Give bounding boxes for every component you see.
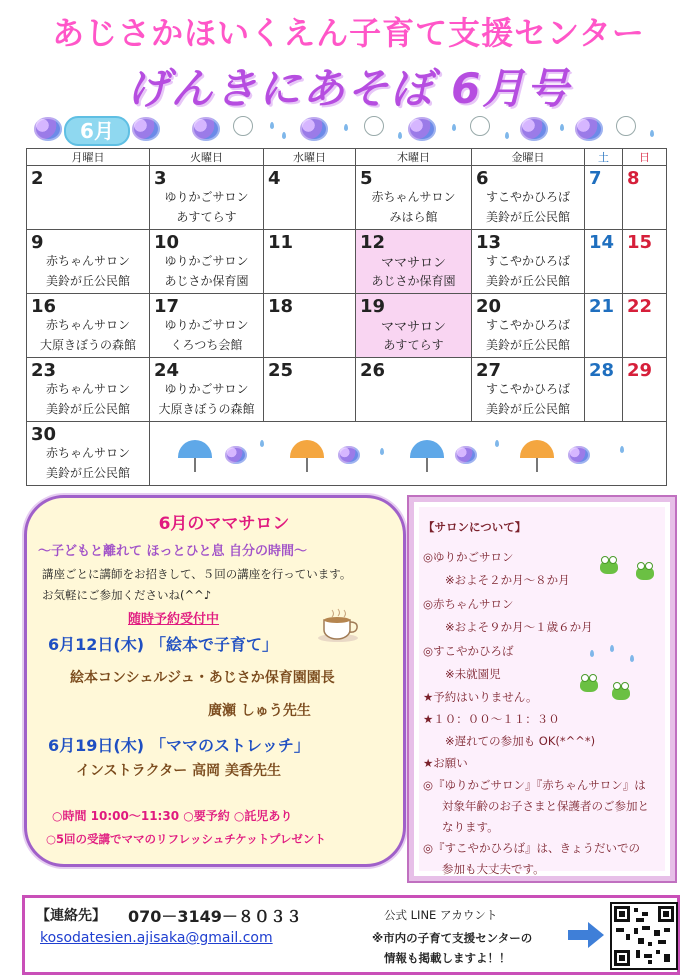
event-name: すこやかひろば	[485, 382, 570, 396]
event-name: ママサロン	[380, 256, 446, 271]
calendar-week-row	[27, 166, 667, 230]
calendar-day-cell	[150, 166, 264, 230]
event-name: ゆりかごサロン	[164, 254, 249, 268]
calendar-day-cell	[472, 230, 585, 294]
day-number: 13	[476, 232, 502, 253]
event-location: くろつち会館	[170, 338, 243, 352]
calendar-week-row	[27, 230, 667, 294]
calendar-day-cell	[623, 294, 667, 358]
raindrop-icon	[344, 124, 348, 131]
day-number: 12	[360, 232, 386, 253]
calendar-day-cell	[264, 166, 356, 230]
day-number: 22	[627, 296, 653, 317]
salon-info-line: ★お願い	[423, 756, 468, 770]
calendar-day-cell	[264, 294, 356, 358]
raindrop-icon	[650, 130, 654, 137]
day-number: 4	[268, 168, 281, 189]
frog-icon	[612, 686, 630, 700]
event-name: すこやかひろば	[485, 190, 570, 204]
raindrop-icon	[505, 132, 509, 139]
event-location: 美鈴が丘公民館	[45, 466, 130, 480]
header-thursday: 木曜日	[356, 149, 472, 166]
raindrop-icon	[260, 440, 264, 447]
event-name: 赤ちゃんサロン	[45, 254, 130, 268]
hydrangea-icon	[338, 446, 360, 464]
calendar-day-cell	[264, 230, 356, 294]
teru-teru-bozu-icon	[470, 116, 490, 136]
header-friday: 金曜日	[472, 149, 585, 166]
calendar-day-cell	[472, 294, 585, 358]
salon-info-line: ※遅れての参加も OK(*^^*)	[445, 734, 596, 748]
calendar-day-cell	[585, 358, 623, 422]
raindrop-icon	[495, 440, 499, 447]
day-number: 8	[627, 168, 640, 189]
raindrop-icon	[270, 122, 274, 129]
calendar-day-cell	[27, 358, 150, 422]
hydrangea-icon	[225, 446, 247, 464]
mama-salon-description: 講座ごとに講師をお招きして、５回の講座を行っています。	[42, 567, 352, 581]
calendar-week-row	[27, 294, 667, 358]
calendar-day-cell	[472, 358, 585, 422]
salon-info-line: ※未就園児	[445, 667, 501, 681]
calendar-week-row	[27, 358, 667, 422]
raindrop-icon	[452, 124, 456, 131]
event-location: あじさか保育園	[164, 274, 249, 288]
raindrop-icon	[560, 124, 564, 131]
teru-teru-bozu-icon	[364, 116, 384, 136]
month-tag: 6月	[64, 116, 130, 146]
salon-info-line: ★１０：００～１１：３０	[423, 712, 560, 726]
salon-info-line: 対象年齢のお子さまと保護者のご参加と	[442, 799, 649, 813]
hydrangea-icon	[520, 117, 548, 141]
event-name: 赤ちゃんサロン	[45, 446, 130, 460]
phone-number: 070－3149－８０３３	[128, 907, 302, 926]
event-name: ゆりかごサロン	[164, 190, 249, 204]
event-location: 大原きぼうの森館	[39, 338, 136, 352]
event-location: 美鈴が丘公民館	[485, 210, 570, 224]
frog-icon	[580, 678, 598, 692]
calendar-header-row	[27, 149, 667, 166]
day-number: 26	[360, 360, 386, 381]
calendar-day-cell	[623, 230, 667, 294]
salon-info-line: ◎赤ちゃんサロン	[423, 597, 514, 611]
session-notes: ○時間 10:00～11:30 ○要予約 ○託児あり	[52, 809, 293, 823]
hydrangea-icon	[192, 117, 220, 141]
event-name: ゆりかごサロン	[164, 318, 249, 332]
event-name: すこやかひろば	[485, 318, 570, 332]
calendar-day-cell	[356, 294, 472, 358]
event1-speaker-role: 絵本コンシェルジュ・あじさか保育園園長	[70, 670, 335, 686]
header-wednesday: 水曜日	[264, 149, 356, 166]
arrow-right-icon	[568, 922, 604, 952]
day-number: 27	[476, 360, 502, 381]
event1-title: 「絵本で子育て」	[150, 635, 279, 654]
salon-info-line: ◎『ゆりかごサロン』『赤ちゃんサロン』は	[423, 778, 646, 792]
event2-date: 6月19日(木)	[48, 736, 145, 755]
day-number: 10	[154, 232, 180, 253]
day-number: 9	[31, 232, 44, 253]
contact-label: 【連絡先】	[36, 908, 106, 924]
calendar-day-cell	[27, 422, 150, 486]
salon-info-line: ※およそ９か月～１歳６か月	[445, 620, 593, 634]
calendar-day-cell	[356, 358, 472, 422]
raindrop-icon	[620, 446, 624, 453]
salon-info-line: なります。	[442, 820, 499, 834]
day-number: 29	[627, 360, 653, 381]
salon-info-line: ◎『すこやかひろば』は、きょうだいでの	[423, 841, 641, 855]
calendar-day-cell	[623, 358, 667, 422]
day-number: 28	[589, 360, 615, 381]
calendar-day-cell	[472, 166, 585, 230]
event2-title: 「ママのストレッチ」	[150, 736, 310, 755]
mama-salon-title: 6月のママサロン	[158, 514, 290, 534]
calendar-day-cell	[264, 358, 356, 422]
raindrop-icon	[630, 655, 634, 662]
calendar-table	[26, 148, 667, 486]
calendar-day-cell	[27, 294, 150, 358]
raindrop-icon	[282, 132, 286, 139]
day-number: 5	[360, 168, 373, 189]
event-name: 赤ちゃんサロン	[45, 318, 130, 332]
calendar-day-cell	[585, 294, 623, 358]
salon-info-line: ◎ゆりかごサロン	[423, 550, 514, 564]
calendar-day-cell	[356, 166, 472, 230]
event-location: あすてらす	[176, 210, 237, 224]
day-number: 24	[154, 360, 180, 381]
day-number: 21	[589, 296, 615, 317]
event-location: みはら館	[389, 210, 438, 224]
event-name: ゆりかごサロン	[164, 382, 249, 396]
hydrangea-icon	[300, 117, 328, 141]
event-location: 大原きぼうの森館	[158, 402, 255, 416]
teru-teru-bozu-icon	[233, 116, 253, 136]
event-location: 美鈴が丘公民館	[485, 274, 570, 288]
hydrangea-icon	[132, 117, 160, 141]
raindrop-icon	[380, 448, 384, 455]
hydrangea-icon	[568, 446, 590, 464]
day-number: 25	[268, 360, 294, 381]
day-number: 15	[627, 232, 653, 253]
frog-icon	[636, 566, 654, 580]
page-title: あじさかほいくえん子育て支援センター	[52, 14, 645, 52]
frog-icon	[600, 560, 618, 574]
hydrangea-icon	[575, 117, 603, 141]
salon-info-line: ◎すこやかひろば	[423, 644, 514, 658]
day-number: 20	[476, 296, 502, 317]
line-note-1: ※市内の子育て支援センターの	[372, 931, 533, 945]
calendar-day-cell	[356, 230, 472, 294]
line-account-label: 公式 LINE アカウント	[384, 908, 498, 922]
event-location: 美鈴が丘公民館	[45, 274, 130, 288]
calendar-day-cell	[27, 166, 150, 230]
day-number: 23	[31, 360, 57, 381]
event-name: すこやかひろば	[485, 254, 570, 268]
email-link[interactable]: kosodatesien.ajisaka@gmail.com	[40, 930, 273, 946]
present-note: ○5回の受講でママのリフレッシュチケットプレゼント	[46, 832, 326, 846]
header-tuesday: 火曜日	[150, 149, 264, 166]
calendar-day-cell	[585, 230, 623, 294]
calendar-day-cell	[585, 166, 623, 230]
event-name: ママサロン	[380, 320, 446, 335]
day-number: 18	[268, 296, 294, 317]
event-location: あじさか保育園	[371, 274, 456, 288]
event-name: 赤ちゃんサロン	[45, 382, 130, 396]
day-number: 30	[31, 424, 57, 445]
hydrangea-icon	[34, 117, 62, 141]
day-number: 3	[154, 168, 167, 189]
raindrop-icon	[590, 650, 594, 657]
event-name: 赤ちゃんサロン	[371, 190, 456, 204]
event-location: 美鈴が丘公民館	[485, 338, 570, 352]
salon-info-line: 参加も大丈夫です。	[442, 862, 545, 876]
salon-info-line: ★予約はいりません。	[423, 690, 538, 704]
day-number: 11	[268, 232, 294, 253]
event1-date: 6月12日(木)	[48, 635, 145, 654]
hydrangea-icon	[408, 117, 436, 141]
coffee-cup-icon	[318, 608, 364, 644]
event-location: 美鈴が丘公民館	[485, 402, 570, 416]
day-number: 14	[589, 232, 615, 253]
reservation-note: 随時予約受付中	[128, 612, 220, 627]
raindrop-icon	[398, 132, 402, 139]
line-qr-code[interactable]	[610, 902, 678, 970]
hydrangea-icon	[455, 446, 477, 464]
calendar-day-cell	[27, 230, 150, 294]
event1-speaker: 廣瀬 しゅう先生	[208, 703, 311, 719]
header-saturday: 土	[585, 149, 623, 166]
raindrop-icon	[610, 645, 614, 652]
calendar-day-cell	[150, 230, 264, 294]
header-monday: 月曜日	[27, 149, 150, 166]
calendar-day-cell	[150, 358, 264, 422]
event-location: あすてらす	[383, 338, 444, 352]
salon-info-heading: 【サロンについて】	[423, 520, 527, 534]
mama-salon-tagline: ～子どもと離れて ほっとひと息 自分の時間～	[38, 544, 308, 559]
event-location: 美鈴が丘公民館	[45, 402, 130, 416]
calendar-day-cell	[623, 166, 667, 230]
calendar-day-cell	[150, 294, 264, 358]
teru-teru-bozu-icon	[616, 116, 636, 136]
day-number: 7	[589, 168, 602, 189]
line-note-2: 情報も掲載しますよ！！	[384, 951, 511, 965]
event2-speaker: インストラクター 高岡 美香先生	[76, 763, 282, 779]
page-subtitle: げんきにあそぼ 6月号	[126, 64, 571, 113]
header-sunday: 日	[623, 149, 667, 166]
mama-salon-description-2: お気軽にご参加くださいね(^^♪	[42, 588, 212, 602]
salon-info-line: ※およそ２か月～８か月	[445, 573, 570, 587]
day-number: 19	[360, 296, 386, 317]
day-number: 6	[476, 168, 489, 189]
day-number: 2	[31, 168, 44, 189]
day-number: 17	[154, 296, 180, 317]
day-number: 16	[31, 296, 57, 317]
